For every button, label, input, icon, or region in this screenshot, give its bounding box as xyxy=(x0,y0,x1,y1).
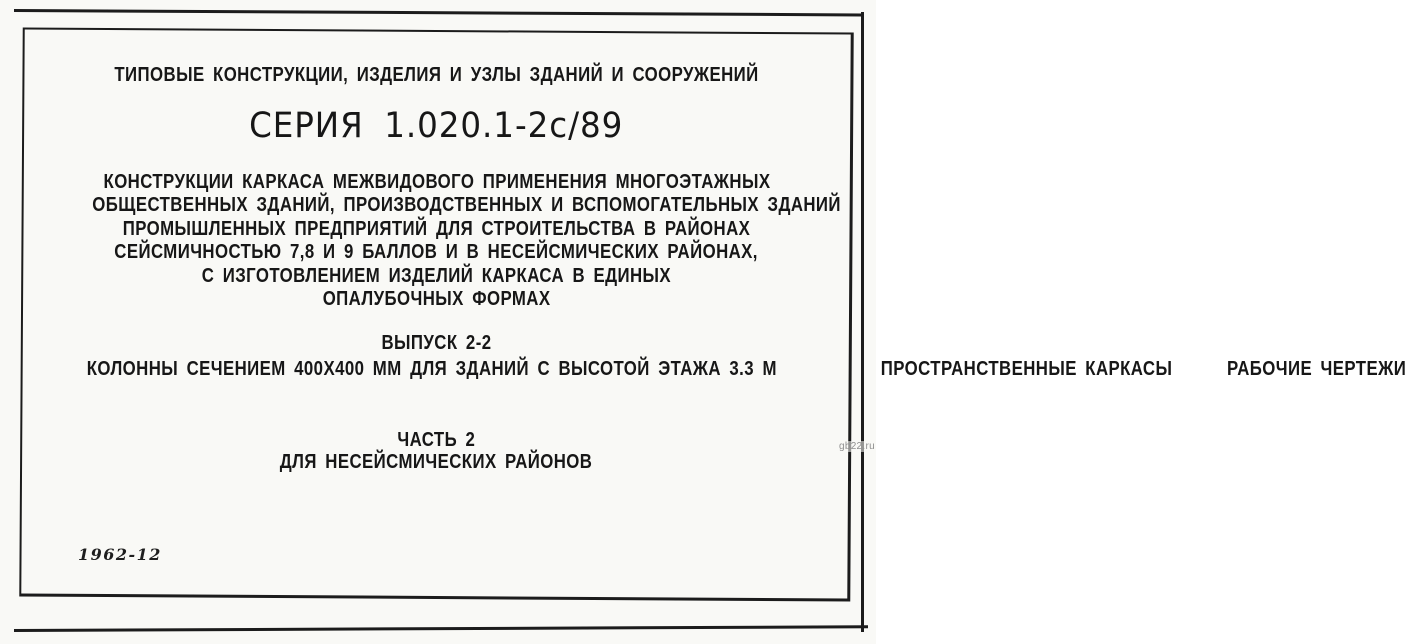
site-watermark: gb22.ru xyxy=(838,441,875,452)
document-number: 1962-12 xyxy=(78,545,162,564)
description-line-text: С ИЗГОТОВЛЕНИЕМ ИЗДЕЛИЙ КАРКАСА В ЕДИНЫХ xyxy=(201,264,672,287)
part-subtitle-text: ДЛЯ НЕСЕЙСМИЧЕСКИХ РАЙОНОВ xyxy=(280,451,593,473)
description-line-text: КОНСТРУКЦИИ КАРКАСА МЕЖВИДОВОГО ПРИМЕНЕНИЯ МНОГОЭТАЖНЫХ xyxy=(103,171,770,193)
part-title xyxy=(21,429,852,452)
issue-line xyxy=(1210,358,1423,380)
issue-line-text: РАБОЧИЕ ЧЕРТЕЖИ xyxy=(1226,358,1407,380)
description-line-text: ПРОМЫШЛЕННЫХ ПРЕДПРИЯТИЙ ДЛЯ СТРОИТЕЛЬСТВА В РАЙОНАХ xyxy=(122,217,751,240)
series-title xyxy=(21,106,852,146)
document-header-text: ТИПОВЫЕ КОНСТРУКЦИИ, ИЗДЕЛИЯ И УЗЛЫ ЗДАНИЙ И СООРУЖЕНИЙ xyxy=(114,64,759,86)
outer-border-right xyxy=(861,12,864,632)
issue-line-text: КОЛОННЫ СЕЧЕНИЕМ 400Х400 ММ ДЛЯ ЗДАНИЙ С ВЫСОТОЙ ЭТАЖА 3.3 М xyxy=(86,358,777,380)
description-line xyxy=(21,218,852,241)
description-line xyxy=(21,265,852,288)
description-line-text: СЕЙСМИЧНОСТЬЮ 7,8 И 9 БАЛЛОВ И В НЕСЕЙСМИЧЕСКИХ РАЙОНАХ, xyxy=(114,241,759,264)
outer-border-bottom xyxy=(14,625,868,632)
issue-line-text: ПРОСТРАНСТВЕННЫЕ КАРКАСЫ xyxy=(880,358,1173,380)
description-line xyxy=(21,194,852,217)
outer-border-top xyxy=(14,9,862,16)
description-line xyxy=(21,241,852,264)
issue-line xyxy=(21,358,843,380)
description-block xyxy=(21,171,852,311)
description-line xyxy=(21,288,852,311)
description-line xyxy=(21,171,852,194)
description-line-text: ОБЩЕСТВЕННЫХ ЗДАНИЙ, ПРОИЗВОДСТВЕННЫХ И ВСПОМОГАТЕЛЬНЫХ ЗДАНИЙ xyxy=(92,194,841,217)
issue-line xyxy=(853,358,1200,380)
series-title-text: СЕРИЯ 1.020.1-2с/89 xyxy=(249,106,624,146)
document-header xyxy=(21,64,852,87)
part-title-text: ЧАСТЬ 2 xyxy=(397,429,476,451)
part-subtitle xyxy=(21,451,852,474)
issue-block xyxy=(21,358,1407,382)
description-line-text: ОПАЛУБОЧНЫХ ФОРМАХ xyxy=(322,288,551,311)
issue-title-text: ВЫПУСК 2-2 xyxy=(381,332,492,354)
issue-title xyxy=(21,332,852,355)
